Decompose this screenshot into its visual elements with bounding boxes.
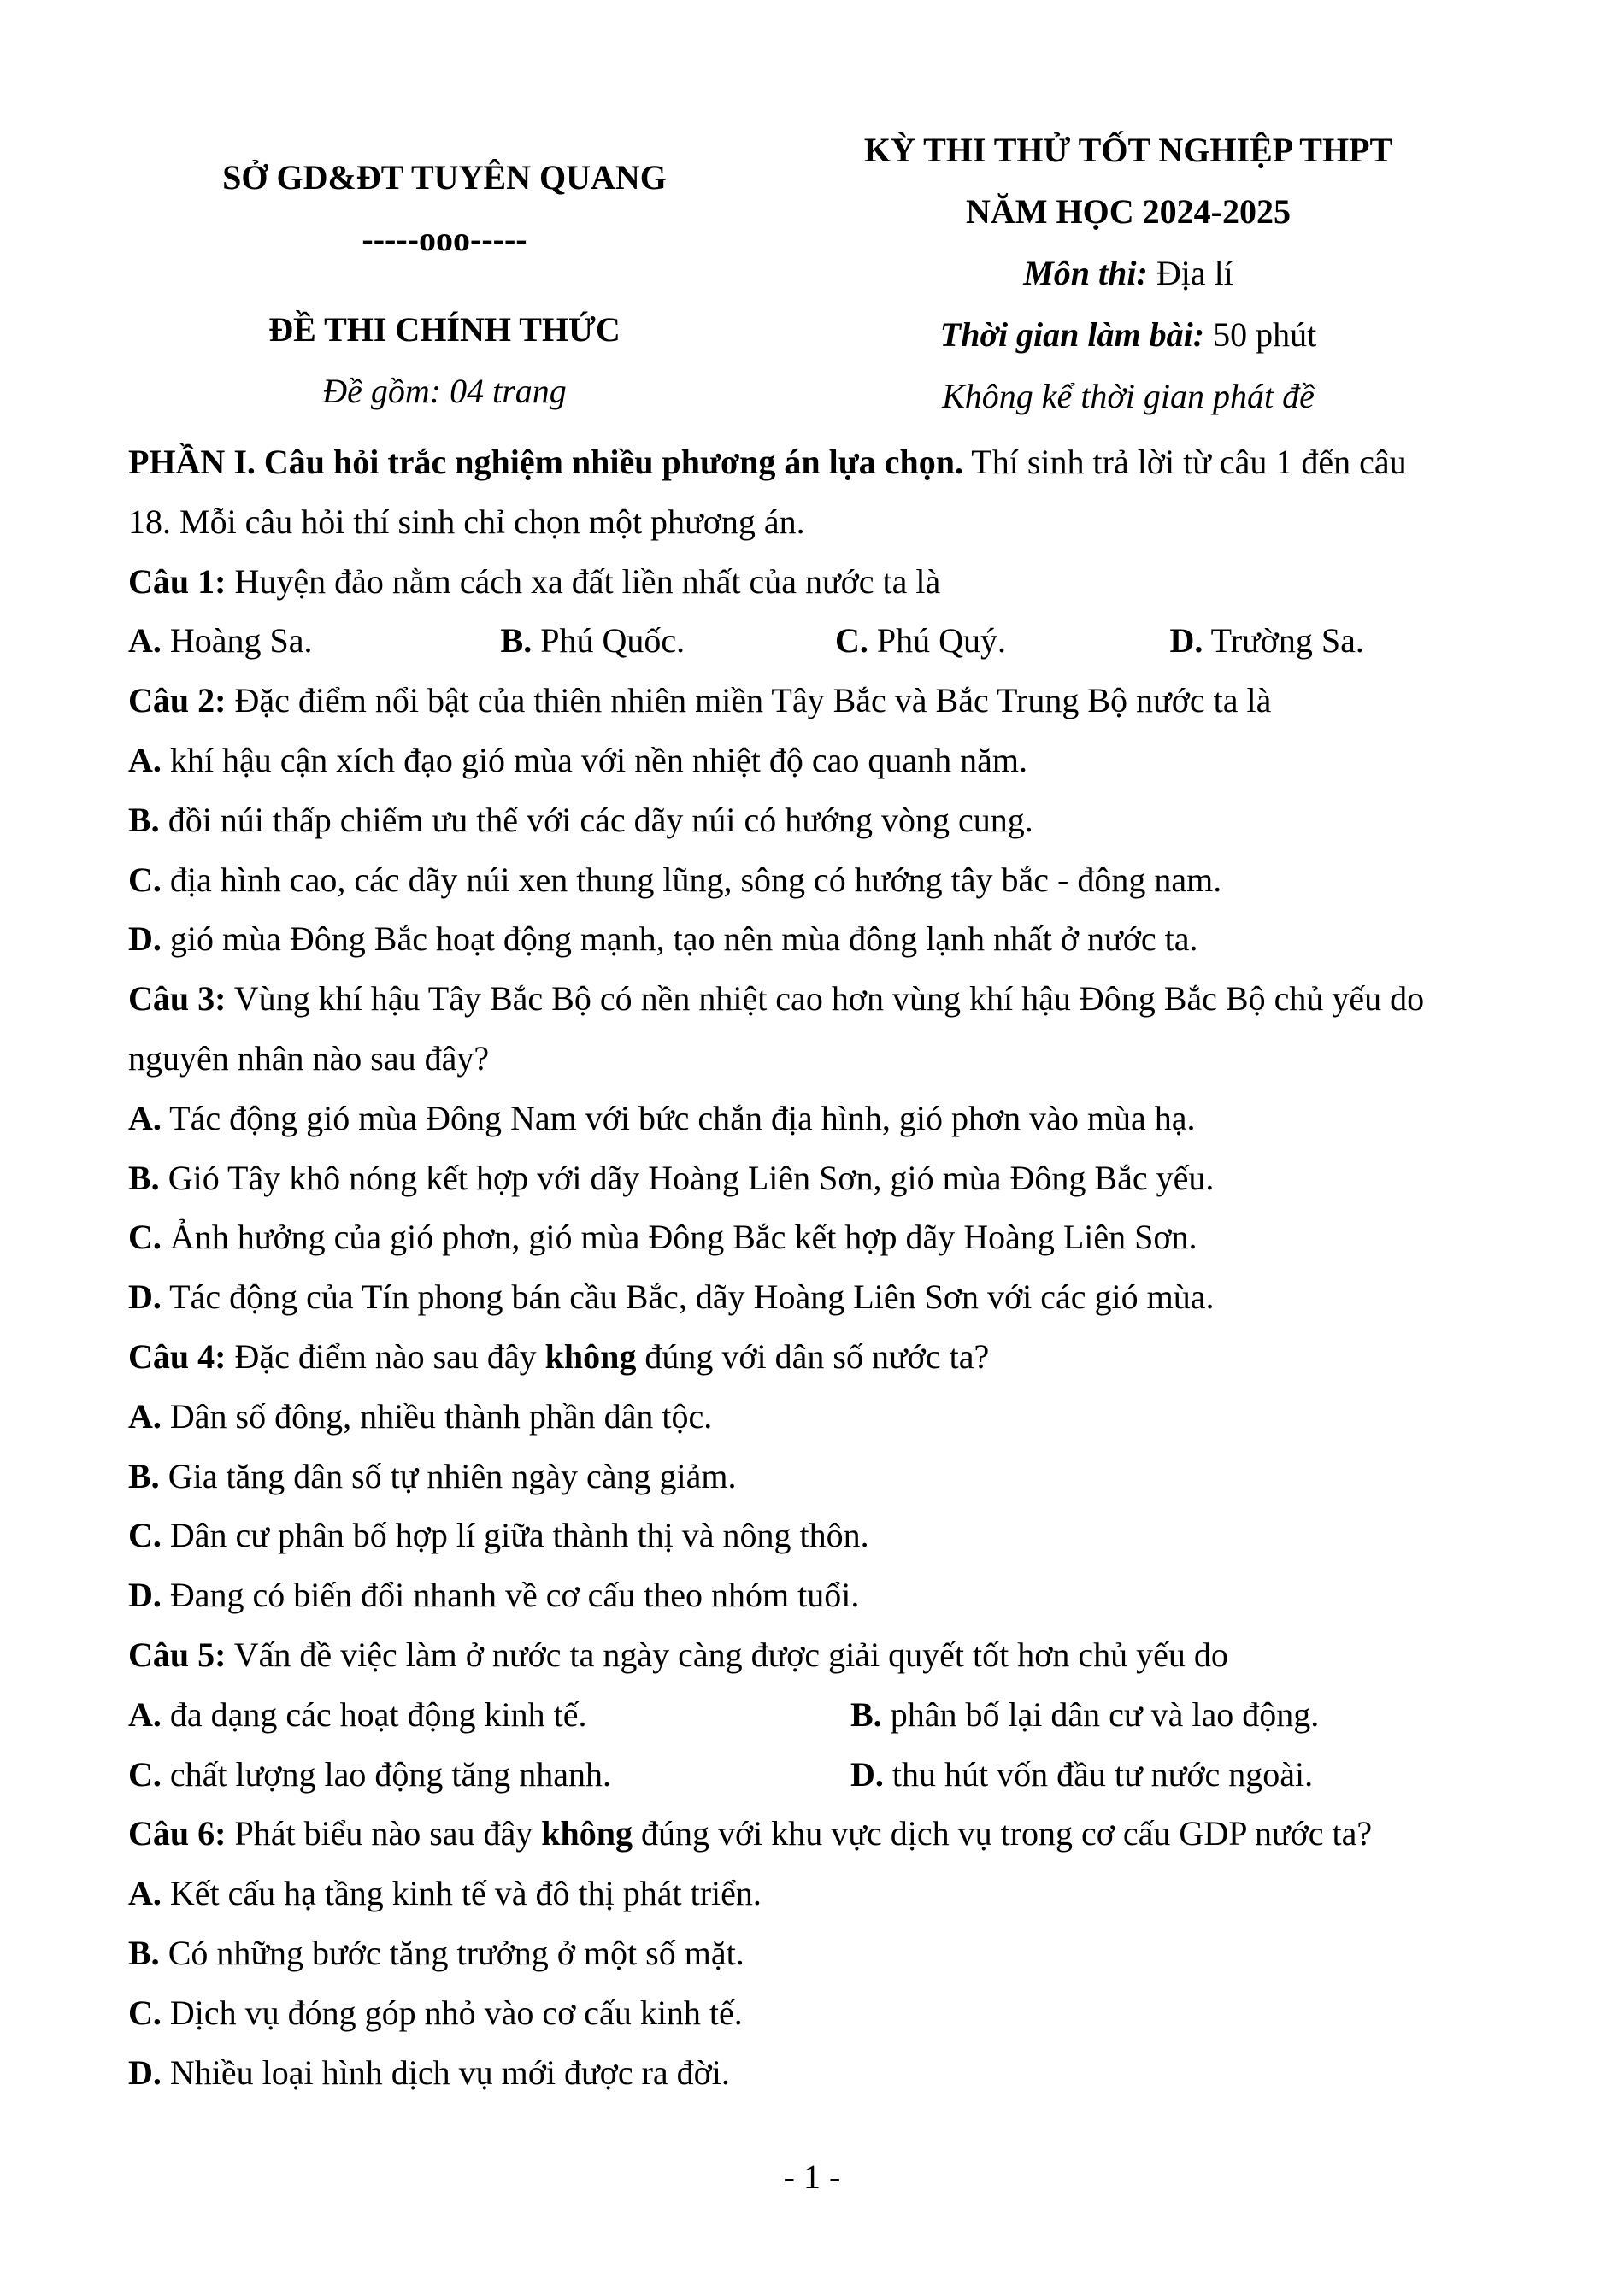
option-c [835, 611, 1169, 671]
question-text-pre: Phát biểu nào sau đây [226, 1814, 542, 1853]
option-text: Dân cư phân bố hợp lí giữa thành thị và nông thôn. [161, 1516, 869, 1555]
question-5-options-row-1 [128, 1685, 1504, 1745]
option-text: phân bố lại dân cư và lao động. [881, 1694, 1320, 1734]
option-letter: A. [128, 1396, 162, 1436]
option-text: Đang có biến đổi nhanh về cơ cấu theo nhóm tuổi. [161, 1576, 860, 1615]
question-text-pre: Đặc điểm nào sau đây [226, 1336, 545, 1376]
option-text: gió mùa Đông Bắc hoạt động mạnh, tạo nên mùa đông lạnh nhất ở nước ta. [161, 919, 1198, 959]
question-label: Câu 6: [128, 1814, 227, 1853]
option-a [128, 611, 501, 671]
question-3 [128, 969, 1504, 1029]
question-label: Câu 1: [128, 561, 227, 601]
option-a [128, 1387, 1504, 1447]
question-6 [128, 1804, 1504, 1864]
option-a [128, 731, 1504, 790]
question-3-continued: nguyên nhân nào sau đây? [128, 1038, 490, 1078]
option-text: Kết cấu hạ tầng kinh tế và đô thị phát triển. [161, 1874, 762, 1913]
option-b [501, 611, 835, 671]
option-letter: B. [850, 1694, 882, 1734]
option-letter: D. [128, 2052, 162, 2092]
option-text: đa dạng các hoạt động kinh tế. [161, 1694, 587, 1734]
part1-instruction-2: 18. Mỗi câu hỏi thí sinh chỉ chọn một phương án. [128, 502, 805, 541]
option-text: Phú Quý. [868, 621, 1007, 661]
question-text-post: đúng với khu vực dịch vụ trong cơ cấu GDP nước ta? [633, 1814, 1373, 1853]
option-letter: C. [128, 860, 162, 899]
question-1 [128, 552, 1504, 612]
option-letter: D. [128, 1277, 162, 1317]
option-b [850, 1685, 1319, 1745]
pages-note: Đề gồm: 04 trang [322, 372, 567, 410]
question-text-emphasis: không [541, 1814, 633, 1853]
exam-body [128, 432, 1504, 2102]
part1-heading [128, 432, 1504, 492]
option-text: địa hình cao, các dãy núi xen thung lũng, sông có hướng tây bắc - đông nam. [161, 860, 1222, 899]
option-letter: C. [128, 1754, 162, 1794]
question-4 [128, 1327, 1504, 1387]
option-text: Trường Sa. [1203, 621, 1364, 661]
option-text: Tác động gió mùa Đông Nam với bức chắn địa hình, gió phơn vào mùa hạ. [161, 1098, 1196, 1137]
part1-title: PHẦN I. Câu hỏi trắc nghiệm nhiều phương án lựa chọn. [128, 443, 963, 481]
subject-value: Địa lí [1147, 254, 1233, 292]
option-b [128, 790, 1504, 850]
time-note: Không kể thời gian phát đề [942, 377, 1315, 415]
exam-type: ĐỀ THI CHÍNH THỨC [268, 310, 621, 349]
option-text: Dịch vụ đóng góp nhỏ vào cơ cấu kinh tế. [161, 1993, 743, 2032]
option-c [128, 850, 1504, 910]
option-letter: B. [128, 800, 160, 839]
option-letter: D. [850, 1754, 884, 1794]
option-letter: C. [835, 621, 868, 661]
time-line [803, 304, 1453, 366]
option-c [128, 1983, 1504, 2043]
option-text: thu hút vốn đầu tư nước ngoài. [883, 1754, 1314, 1794]
option-text: Hoàng Sa. [161, 621, 313, 661]
question-label: Câu 5: [128, 1635, 227, 1674]
option-d [850, 1745, 1313, 1805]
time-label: Thời gian làm bài: [939, 315, 1205, 354]
option-letter: B. [500, 621, 533, 661]
option-d [128, 1565, 1504, 1625]
option-letter: B. [128, 1158, 160, 1197]
question-label: Câu 2: [128, 681, 227, 720]
option-text: khí hậu cận xích đạo gió mùa với nền nhiệt độ cao quanh năm. [161, 740, 1027, 779]
department-name: SỞ GD&ĐT TUYÊN QUANG [222, 158, 667, 197]
option-letter: A. [128, 1874, 162, 1913]
option-d [128, 2043, 1504, 2103]
question-text: Vấn đề việc làm ở nước ta ngày càng được giải quyết tốt hơn chủ yếu do [226, 1635, 1228, 1674]
question-text: Vùng khí hậu Tây Bắc Bộ có nền nhiệt cao hơn vùng khí hậu Đông Bắc Bộ chủ yếu do [226, 979, 1425, 1019]
option-c [128, 1506, 1504, 1565]
question-5-options-row-2 [128, 1745, 1504, 1805]
option-text: Phú Quốc. [532, 621, 685, 661]
option-c [128, 1207, 1504, 1267]
question-text: Đặc điểm nổi bật của thiên nhiên miền Tây Bắc và Bắc Trung Bộ nước ta là [226, 681, 1272, 720]
question-label: Câu 4: [128, 1336, 227, 1376]
option-text: Gió Tây khô nóng kết hợp với dãy Hoàng Liên Sơn, gió mùa Đông Bắc yếu. [159, 1158, 1215, 1197]
question-1-options [128, 611, 1504, 671]
question-text-emphasis: không [544, 1336, 637, 1376]
option-letter: C. [128, 1516, 162, 1555]
header-separator: -----ooo----- [362, 220, 527, 258]
option-b [128, 1148, 1504, 1208]
option-letter: D. [128, 1576, 162, 1615]
subject-line [803, 243, 1453, 304]
page-number: - 1 - [783, 2158, 841, 2196]
option-text: Gia tăng dân số tự nhiên ngày càng giảm. [159, 1456, 737, 1495]
option-a [128, 1685, 850, 1745]
option-b [128, 1923, 1504, 1983]
question-label: Câu 3: [128, 979, 227, 1019]
option-letter: B. [128, 1933, 160, 1972]
option-d [1170, 611, 1504, 671]
option-a [128, 1089, 1504, 1148]
option-letter: A. [128, 1098, 162, 1137]
option-letter: D. [1169, 621, 1203, 661]
option-c [128, 1745, 850, 1805]
question-text: Huyện đảo nằm cách xa đất liền nhất của nước ta là [226, 561, 941, 601]
option-a [128, 1864, 1504, 1923]
question-2 [128, 671, 1504, 731]
question-text-post: đúng với dân số nước ta? [636, 1336, 990, 1376]
option-letter: A. [128, 740, 162, 779]
option-d [128, 909, 1504, 969]
header-left [128, 120, 761, 422]
option-letter: C. [128, 1218, 162, 1257]
subject-label: Môn thi: [1023, 254, 1148, 292]
exam-title: KỲ THI THỬ TỐT NGHIỆP THPT [863, 131, 1393, 169]
school-year: NĂM HỌC 2024-2025 [966, 192, 1291, 231]
option-text: Có những bước tăng trưởng ở một số mặt. [159, 1933, 744, 1972]
option-d [128, 1267, 1504, 1327]
option-text: Ảnh hưởng của gió phơn, gió mùa Đông Bắc kết hợp dãy Hoàng Liên Sơn. [161, 1218, 1197, 1257]
header-right [803, 120, 1453, 427]
time-value: 50 phút [1204, 315, 1317, 354]
option-text: chất lượng lao động tăng nhanh. [161, 1754, 611, 1794]
option-letter: D. [128, 919, 162, 959]
option-letter: A. [128, 621, 162, 661]
option-letter: C. [128, 1993, 162, 2032]
option-b [128, 1447, 1504, 1506]
option-text: Dân số đông, nhiều thành phần dân tộc. [161, 1396, 713, 1436]
question-5 [128, 1625, 1504, 1685]
option-text: Nhiều loại hình dịch vụ mới được ra đời. [161, 2052, 730, 2092]
option-text: Tác động của Tín phong bán cầu Bắc, dãy Hoàng Liên Sơn với các gió mùa. [161, 1277, 1215, 1317]
part1-instruction-1: Thí sinh trả lời từ câu 1 đến câu [963, 443, 1407, 481]
option-letter: A. [128, 1694, 162, 1734]
option-letter: B. [128, 1456, 160, 1495]
option-text: đồi núi thấp chiếm ưu thế với các dãy núi có hướng vòng cung. [159, 800, 1033, 839]
